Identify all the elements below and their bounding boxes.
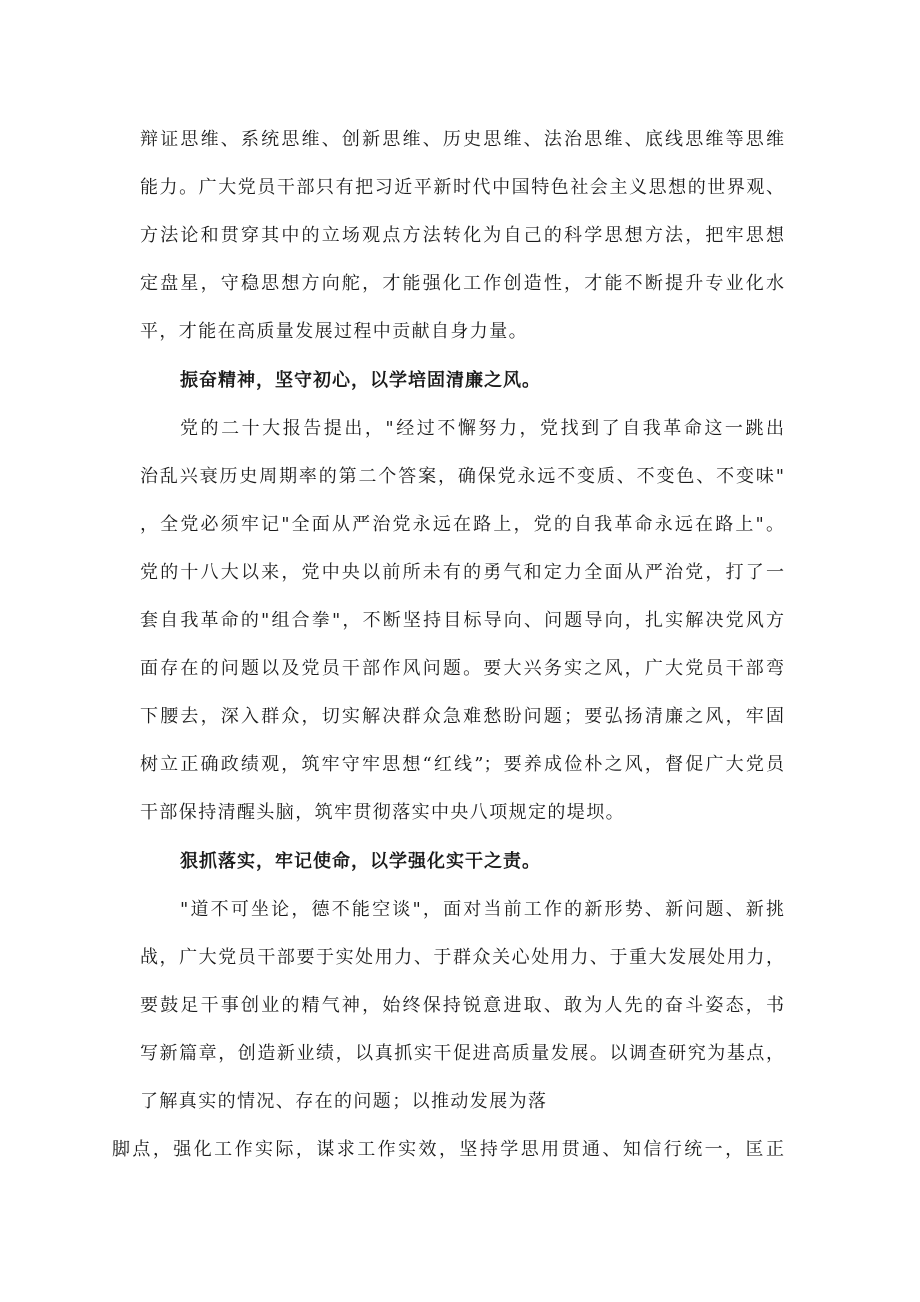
paragraph-line: 写新篇章，创造新业绩，以真抓实干促进高质量发展。以调查研究为基点， [140, 1043, 784, 1064]
section-heading: 狠抓落实，牢记使命，以学强化实干之责。 [180, 851, 541, 872]
paragraph-line: "道不可坐论，德不能空谈"，面对当前工作的新形势、新问题、新挑 [180, 899, 784, 920]
paragraph-line: 面存在的问题以及党员干部作风问题。要大兴务实之风，广大党员干部弯 [140, 658, 784, 679]
paragraph-line: 辩证思维、系统思维、创新思维、历史思维、法治思维、底线思维等思维 [140, 129, 784, 150]
paragraph-line: 了解真实的情况、存在的问题；以推动发展为落 [140, 1091, 548, 1112]
paragraph-line: 下腰去，深入群众，切实解决群众急难愁盼问题；要弘扬清廉之风，牢固 [140, 706, 784, 727]
paragraph-line: 党的二十大报告提出，"经过不懈努力，党找到了自我革命这一跳出 [180, 418, 784, 439]
paragraph-line: 能力。广大党员干部只有把习近平新时代中国特色社会主义思想的世界观、 [140, 177, 784, 198]
paragraph-line: 治乱兴衰历史周期率的第二个答案，确保党永远不变质、不变色、不变味" [140, 466, 784, 487]
paragraph-line: 平，才能在高质量发展过程中贡献自身力量。 [140, 321, 528, 342]
paragraph-line: 干部保持清醒头脑，筑牢贯彻落实中央八项规定的堤坝。 [140, 802, 625, 823]
paragraph-line: 定盘星，守稳思想方向舵，才能强化工作创造性，才能不断提升专业化水 [140, 273, 784, 294]
section-heading: 振奋精神，坚守初心，以学培固清廉之风。 [180, 370, 541, 391]
paragraph-line: 党的十八大以来，党中央以前所未有的勇气和定力全面从严治党，打了一 [140, 562, 784, 583]
paragraph-line: 树立正确政绩观，筑牢守牢思想“红线”；要养成俭朴之风，督促广大党员 [140, 754, 784, 775]
paragraph-line: 要鼓足干事创业的精气神，始终保持锐意进取、敢为人先的奋斗姿态，书 [140, 995, 784, 1016]
paragraph-line: 脚点，强化工作实际，谋求工作实效，坚持学思用贯通、知信行统一，匡正 [112, 1139, 784, 1160]
paragraph-line: 套自我革命的"组合拳"，不断坚持目标导向、问题导向，扎实解决党风方 [140, 610, 784, 631]
paragraph-line: 战，广大党员干部要于实处用力、于群众关心处用力、于重大发展处用力， [140, 947, 784, 968]
paragraph-line: ，全党必须牢记"全面从严治党永远在路上，党的自我革命永远在路上"。 [140, 514, 784, 535]
paragraph-line: 方法论和贯穿其中的立场观点方法转化为自己的科学思想方法，把牢思想 [140, 225, 784, 246]
